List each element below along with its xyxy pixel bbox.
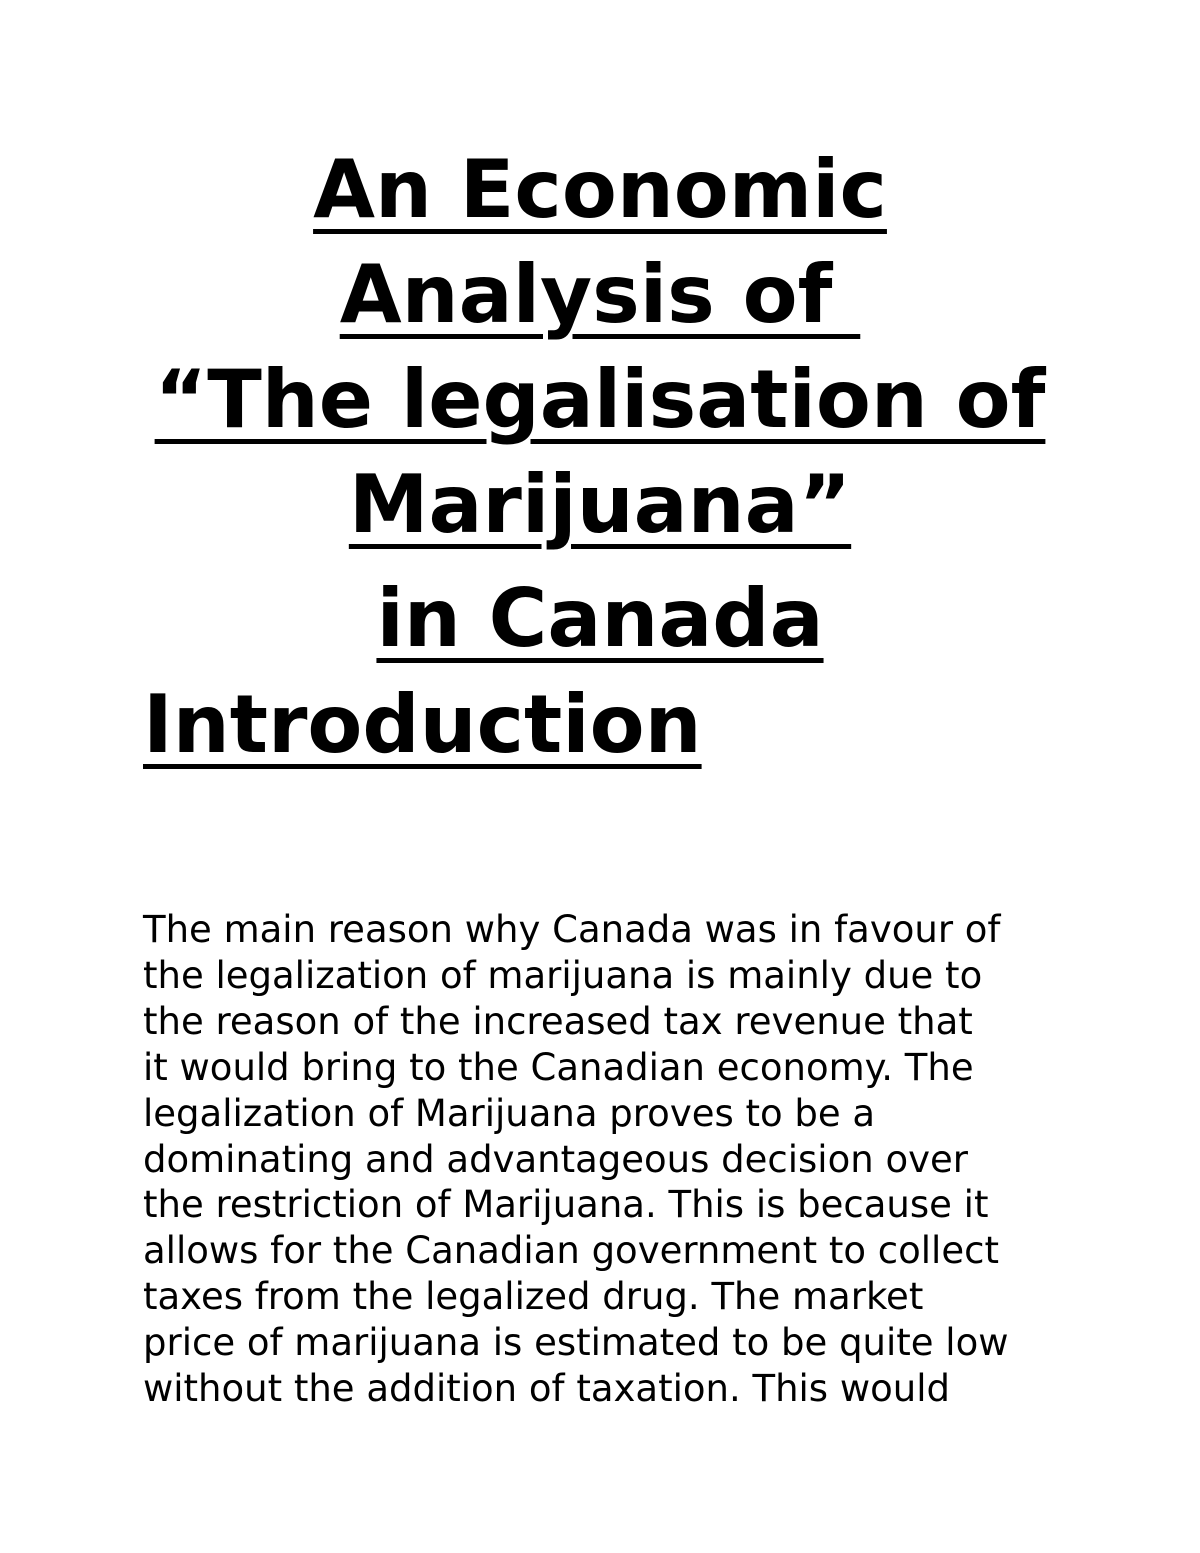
- body-line: price of marijuana is estimated to be quite low: [143, 1321, 1009, 1365]
- title-text-1: An Economic: [313, 143, 887, 236]
- body-line: the restriction of Marijuana. This is because it: [143, 1183, 989, 1227]
- section-heading-introduction: [143, 679, 702, 771]
- body-line: taxes from the legalized drug. The market: [143, 1275, 924, 1319]
- document-title-line-2: [0, 249, 1200, 341]
- document-title-line-5: [0, 573, 1200, 665]
- document-title-line-3: [0, 354, 1200, 446]
- body-line: the reason of the increased tax revenue that: [143, 999, 973, 1043]
- title-text-4: Marijuana”: [348, 458, 852, 551]
- body-line: dominating and advantageous decision over: [143, 1137, 968, 1181]
- body-line: the legalization of marijuana is mainly due to: [143, 953, 983, 997]
- title-text-2: Analysis of: [339, 248, 861, 341]
- body-line: The main reason why Canada was in favour of: [143, 908, 1001, 951]
- body-line: allows for the Canadian government to collect: [143, 1229, 999, 1273]
- body-paragraph: [143, 907, 1143, 1412]
- document-title-line-4: [0, 459, 1200, 551]
- body-line: it would bring to the Canadian economy. The: [143, 1045, 974, 1089]
- body-line: without the addition of taxation. This would: [143, 1367, 950, 1411]
- title-text-5: in Canada: [376, 572, 824, 665]
- title-text-3: “The legalisation of: [154, 353, 1046, 446]
- section-heading-text: Introduction: [143, 678, 702, 771]
- document-title-line-1: [0, 144, 1200, 236]
- body-line: legalization of Marijuana proves to be a: [143, 1091, 876, 1135]
